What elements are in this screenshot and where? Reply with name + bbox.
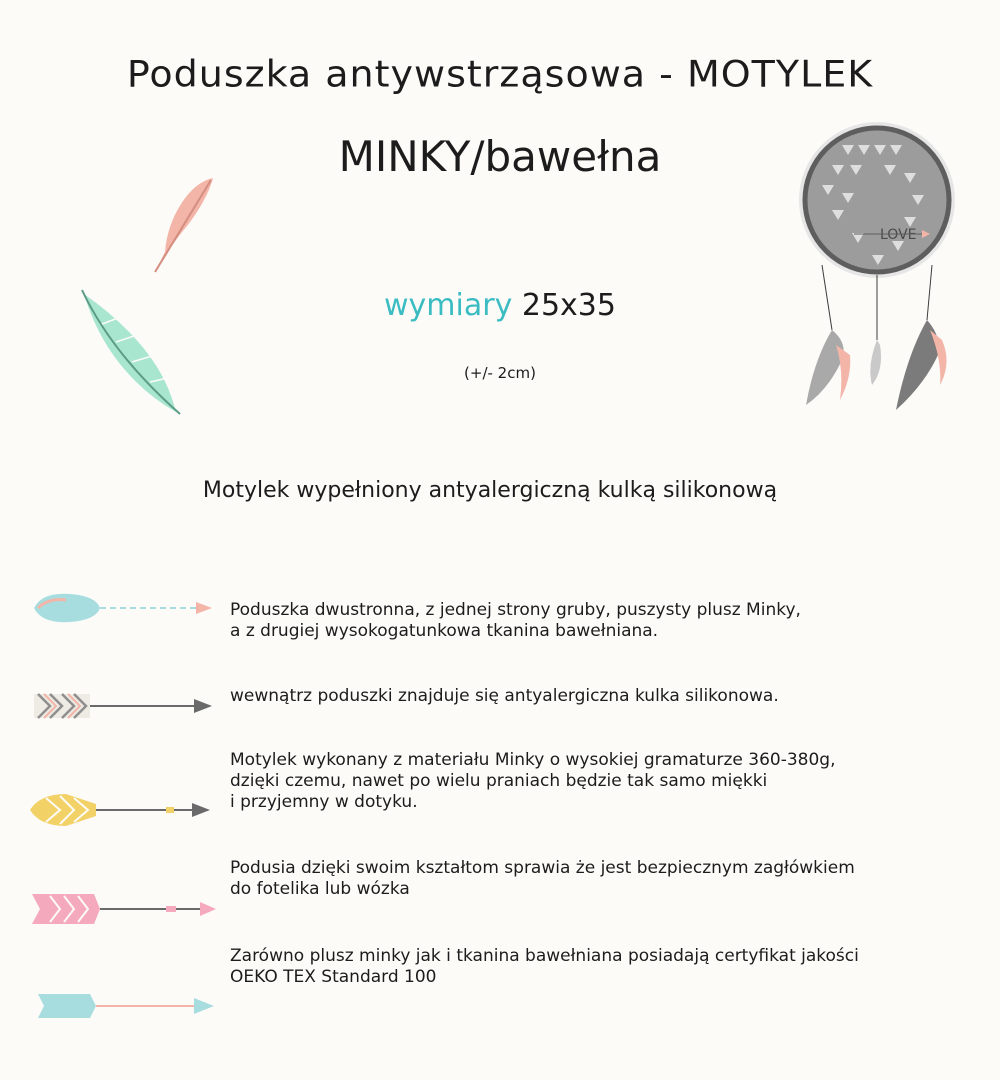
mint-feather-icon: [72, 284, 192, 424]
feature-3-line-2: dzięki czemu, nawet po wielu praniach będzie tak samo miękki: [230, 771, 768, 791]
dreamcatcher-label: LOVE: [880, 227, 917, 243]
feature-4-text: [230, 858, 970, 900]
feature-3-line-3: i przyjemny w dotyku.: [230, 792, 418, 812]
feature-1-text: [230, 600, 970, 642]
arrow-yellow-icon: [26, 790, 216, 830]
page-subtitle: MINKY/bawełna: [338, 132, 662, 181]
arrow-pink-icon: [28, 890, 218, 928]
feature-1-line-1: Poduszka dwustronna, z jednej strony gruby, puszysty plusz Minky,: [230, 600, 801, 620]
dimensions-tolerance: (+/- 2cm): [464, 364, 536, 382]
dreamcatcher-icon: [792, 115, 982, 435]
dimensions-value: 25x35: [521, 288, 616, 323]
arrow-aqua-icon: [30, 590, 215, 626]
feature-3-line-1: Motylek wykonany z materiału Minky o wysokiej gramaturze 360-380g,: [230, 750, 836, 770]
page-title: Poduszka antywstrząsowa - MOTYLEK: [126, 53, 874, 95]
feature-4-line-1: Podusia dzięki swoim kształtom sprawia że jest bezpiecznym zagłówkiem: [230, 858, 855, 878]
dimensions-label: wymiary: [384, 288, 513, 323]
arrow-mint-icon: [34, 990, 219, 1022]
peach-feather-icon: [145, 170, 225, 280]
filling-description: Motylek wypełniony antyalergiczną kulką silikonową: [202, 478, 778, 503]
feature-4-line-2: do fotelika lub wózka: [230, 879, 410, 899]
feature-2-text: [230, 686, 970, 707]
feature-5-line-2: OEKO TEX Standard 100: [230, 967, 437, 987]
feature-2-line-1: wewnątrz poduszki znajduje się antyalergiczna kulka silikonowa.: [230, 686, 779, 706]
feature-1-line-2: a z drugiej wysokogatunkowa tkanina bawełniana.: [230, 621, 659, 641]
arrow-grey-icon: [30, 688, 215, 724]
feature-5-line-1: Zarówno plusz minky jak i tkanina bawełniana posiadają certyfikat jakości: [230, 946, 859, 966]
feature-3-text: [230, 750, 970, 813]
feature-5-text: [230, 946, 970, 988]
